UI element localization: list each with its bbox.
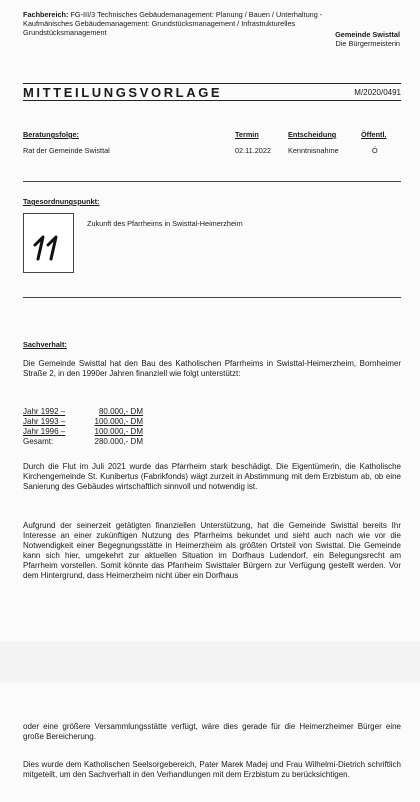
funding-row — [23, 407, 163, 417]
document-page-2 — [0, 683, 420, 802]
beratung-entscheidung: Kenntnisnahme — [288, 146, 339, 155]
funding-amount: 80.000,- DM — [98, 407, 143, 416]
divider — [23, 297, 401, 298]
handwritten-number-11 — [24, 214, 73, 272]
tagesordnung-label: Tagesordnungspunkt: — [23, 197, 100, 206]
fachbereich-label: Fachbereich: — [23, 10, 69, 19]
paragraph-1: Die Gemeinde Swisttal hat den Bau des Katholischen Pfarrheims in Swisttal-Heimerzheim, Bornheimer Straße 2, in den 1990er Jahren finanziell wie folgt unterstützt: — [23, 359, 401, 378]
organization-name: Gemeinde Swisttal — [335, 30, 400, 39]
beratung-header-1: Beratungsfolge: — [23, 130, 79, 139]
document-title: MITTEILUNGSVORLAGE — [23, 85, 223, 100]
divider — [23, 181, 401, 182]
funding-amount: 100.000,- DM — [94, 417, 143, 426]
beratung-gremium: Rat der Gemeinde Swisttal — [23, 146, 110, 155]
fachbereich-line-3: Grundstücksmanagement — [23, 28, 107, 37]
funding-year: Jahr 1992 – — [23, 407, 66, 416]
fachbereich-line-1: FG-III/3 Technisches Gebäudemanagement: Planung / Bauen / Unterhaltung - — [68, 10, 323, 19]
paragraph-3-continued: oder eine größere Versammlungsstätte verfügt, wäre dies gerade für die Heimerzheimer Bürger eine große Bereicherung. — [23, 722, 401, 741]
beratung-oeffentlich: Ö — [372, 146, 378, 155]
tagesordnung-number-box — [23, 213, 74, 273]
fachbereich-line-2: Kaufmänisches Gebäudemanagement: Grundstücksmanagement / Infrastrukturelles — [23, 19, 296, 28]
document-number: M/2020/0491 — [354, 88, 401, 97]
paragraph-3: Aufgrund der seinerzeit getätigten finanziellen Unterstützung, hat die Gemeinde Swisttal bereits Ihr Interesse an einer zukünftigen Nutzung des Pfarrheims bekundet und sieht auch nach wie vor die Notwendigkeit einer Begegnungsstätte in Heimerzheim als größten Ortsteil von Swisttal. Die Gemeinde kann sich hier, umgekehrt zur aktuellen Situation im Dorfhaus Ludendorf, ein Belegungsrecht am Pfarrheim vorstellen. Somit könnte das Pfarrheim Swisttaler Bürgern zur Verfügung gestellt werden. Vor dem Hintergrund, dass Heimerzheim nicht über ein Dorfhaus — [23, 521, 401, 580]
paragraph-2: Durch die Flut im Juli 2021 wurde das Pfarrheim stark beschädigt. Die Eigentümerin, die Katholische Kirchengemeinde St. Kunibertus (Fabrikfonds) wägt zurzeit in Abstimmung mit dem Erzbistum ab, ob eine Sanierung des Gebäudes wirtschaftlich sinnvoll und notwendig ist. — [23, 462, 401, 491]
title-bar — [23, 83, 401, 101]
funding-table — [23, 407, 163, 447]
funding-row — [23, 427, 163, 437]
funding-total-label: Gesamt: — [23, 437, 54, 446]
beratung-termin: 02.11.2022 — [235, 146, 271, 155]
beratung-header-4: Öffentl. — [361, 130, 387, 139]
organization-sub: Die Bürgermeisterin — [335, 39, 400, 48]
funding-row — [23, 417, 163, 427]
sachverhalt-label: Sachverhalt: — [23, 340, 67, 349]
organization-block — [335, 30, 400, 48]
paragraph-4: Dies wurde dem Katholischen Seelsorgebereich, Pater Marek Madej und Frau Wilhelmi-Dietrich schriftlich mitgeteilt, um den Sachverhalt in den Verhandlungen mit dem Erzbistum zu berücksichtigen. — [23, 760, 401, 779]
funding-year: Jahr 1996 – — [23, 427, 66, 436]
funding-year: Jahr 1993 – — [23, 417, 66, 426]
funding-amount: 100.000,- DM — [94, 427, 143, 436]
beratung-header-2: Termin — [235, 130, 259, 139]
tagesordnung-text: Zukunft des Pfarrheims in Swisttal-Heimerzheim — [87, 219, 243, 228]
fachbereich-block — [23, 10, 323, 37]
funding-total-row — [23, 437, 163, 447]
funding-total-amount: 280.000,- DM — [94, 437, 143, 446]
beratung-header-3: Entscheidung — [288, 130, 337, 139]
